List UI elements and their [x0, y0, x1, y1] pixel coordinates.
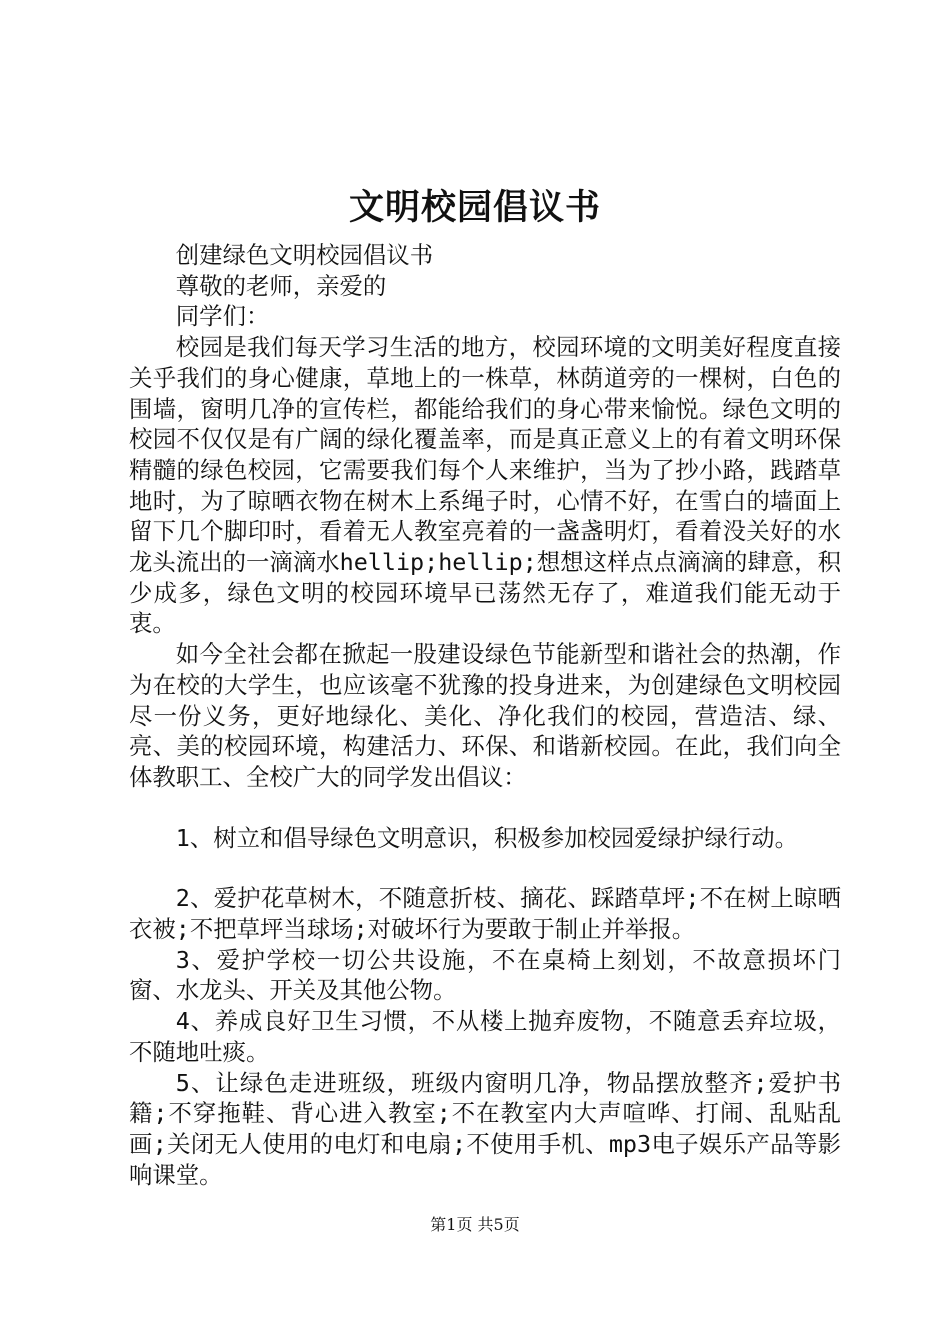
- proposal-item: 1、树立和倡导绿色文明意识，积极参加校园爱绿护绿行动。: [175, 823, 799, 852]
- salutation-line: 尊敬的老师，亲爱的: [175, 271, 387, 300]
- document-title: 文明校园倡议书: [348, 187, 601, 228]
- salutation-line: 同学们：: [175, 302, 270, 331]
- proposal-item: 3、爱护学校一切公共设施，不在桌椅上刻划，不故意损坏门窗、水龙头、开关及其他公物。: [129, 945, 841, 1005]
- page-footer: 第1页 共5页: [430, 1215, 520, 1234]
- proposal-item: 4、养成良好卫生习惯，不从楼上抛弃废物，不随意丢弃垃圾，不随地吐痰。: [129, 1007, 841, 1066]
- document-body: [129, 240, 841, 1190]
- proposal-item: 2、爱护花草树木，不随意折枝、摘花、踩踏草坪;不在树上晾晒衣被;不把草坪当球场;对破坏行为要敢于制止并举报。: [129, 884, 841, 944]
- body-paragraph: 校园是我们每天学习生活的地方，校园环境的文明美好程度直接关乎我们的身心健康，草地上的一株草，林荫道旁的一棵树，白色的围墙，窗明几净的宣传栏，都能给我们的身心带来愉悦。绿色文明的校园不仅仅是有广阔的绿化覆盖率，而是真正意义上的有着文明环保精髓的绿色校园，它需要我们每个人来维护，当为了抄小路，践踏草地时，为了晾晒衣物在树木上系绳子时，心情不好，在雪白的墙面上留下几个脚印时，看着无人教室亮着的一盏盏明灯，看着没关好的水龙头流出的一滴滴水hellip;hellip;想想这样点点滴滴的肆意，积少成多，绿色文明的校园环境早已荡然无存了，难道我们能无动于衷。: [129, 333, 841, 638]
- body-paragraph: 如今全社会都在掀起一股建设绿色节能新型和谐社会的热潮，作为在校的大学生，也应该毫不犹豫的投身进来，为创建绿色文明校园尽一份义务，更好地绿化、美化、净化我们的校园，营造洁、绿、亮、美的校园环境，构建活力、环保、和谐新校园。在此，我们向全体教职工、全校广大的同学发出倡议：: [129, 640, 841, 791]
- proposal-item: 5、让绿色走进班级，班级内窗明几净，物品摆放整齐;爱护书籍;不穿拖鞋、背心进入教室;不在教室内大声喧哗、打闹、乱贴乱画;关闭无人使用的电灯和电扇;不使用手机、mp3电子娱乐产品等影响课堂。: [129, 1068, 841, 1189]
- subtitle-paragraph: 创建绿色文明校园倡议书: [175, 241, 434, 269]
